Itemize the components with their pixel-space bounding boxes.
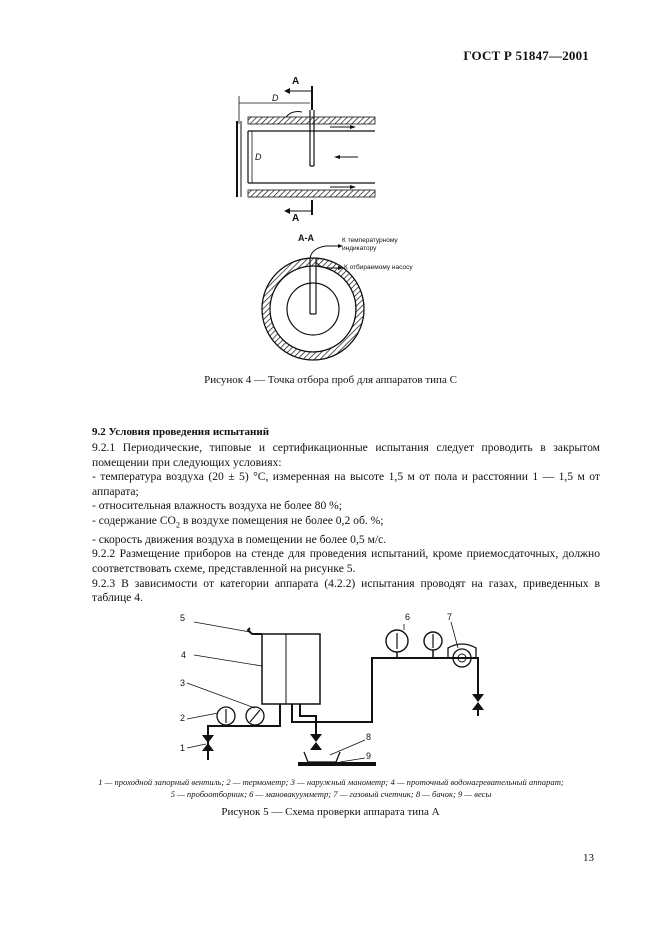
condition-humidity: - относительная влажность воздуха не более 80 %; <box>92 499 343 513</box>
page-number: 13 <box>583 852 594 864</box>
section-mark-top: A <box>292 76 300 87</box>
dimension-d-horizontal: D <box>272 93 279 103</box>
section-title: А-А <box>298 233 314 243</box>
document-header: ГОСТ Р 51847—2001 <box>463 48 589 63</box>
figure5-label-4: 4 <box>181 650 187 660</box>
note-thermometer: К температурному индикатору <box>342 237 398 252</box>
figure4-caption: Рисунок 4 — Точка отбора проб для аппаратов типа С <box>204 374 457 386</box>
figure5-caption: Рисунок 5 — Схема проверки аппарата типа А <box>221 806 440 818</box>
paragraph-text: 9.2.1 Периодические, типовые и сертификационные испытания следует проводить в закрытом помещении при следующих условиях: <box>92 441 600 469</box>
figure5-label-1: 1 <box>180 743 186 753</box>
legend-line-1: 1 — проходной запорный вентиль; 2 — термометр; 3 — наружный манометр; 4 — проточный водонагревательный аппарат; <box>98 777 564 787</box>
figure5-label-8: 8 <box>366 732 372 742</box>
figure5-label-7: 7 <box>447 612 453 622</box>
figure5-label-6: 6 <box>405 612 411 622</box>
dimension-d-vertical: D <box>255 152 262 162</box>
co2-subscript: 2 <box>175 520 180 530</box>
paragraph-9-2-2: 9.2.2 Размещение приборов на стенде для проведения испытаний, кроме приемосдаточных, должно соответствовать схеме, представленной на рисунке 5. <box>92 547 600 576</box>
condition-air-speed: - скорость движения воздуха в помещении не более 0,5 м/с. <box>92 532 387 546</box>
condition-temperature: - температура воздуха (20 ± 5) °С, измеренная на высоте 1,5 м от пола и расстоянии 1 — 1,5 м от аппарата; <box>92 470 600 498</box>
figure5-label-9: 9 <box>366 751 372 761</box>
legend-line-2: 5 — пробоотборник; 6 — мановакуумметр; 7 — газовый счетчик; 8 — бачок; 9 — весы <box>170 789 492 799</box>
section-title-9-2: 9.2 Условия проведения испытаний <box>92 426 270 438</box>
note-pump: К отбираемому насосу <box>344 264 413 271</box>
co2-text-a: - содержание CO <box>92 513 176 527</box>
section-mark-bottom: A <box>292 213 300 224</box>
figure5-legend <box>40 776 622 800</box>
figure5-label-2: 2 <box>180 713 186 723</box>
paragraph-9-2-3: 9.2.3 В зависимости от категории аппарата (4.2.2) испытания проводят на газах, приведенных в таблице 4. <box>92 576 600 605</box>
co2-text-b: в воздухе помещения не более 0,2 об. %; <box>179 513 384 527</box>
figure5-label-3: 3 <box>180 678 186 688</box>
figure5-label-5: 5 <box>180 613 186 623</box>
